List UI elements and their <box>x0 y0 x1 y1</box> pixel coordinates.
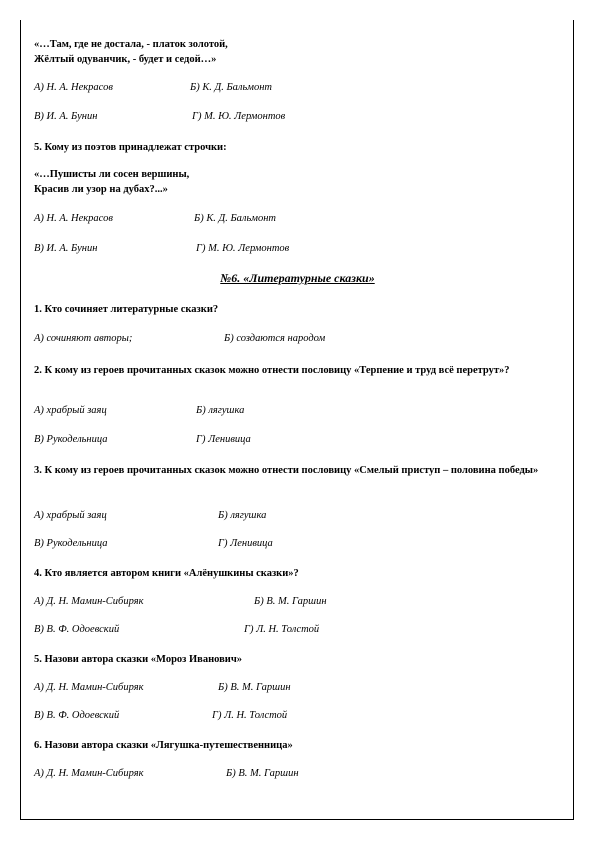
answer-option[interactable]: А) Д. Н. Мамин-Сибиряк <box>34 768 144 779</box>
question-text: 5. Назови автора сказки «Мороз Иванович» <box>34 654 243 665</box>
answer-option[interactable]: Б) К. Д. Бальмонт <box>194 213 277 224</box>
answer-option[interactable]: Б) В. М. Гаршин <box>218 682 291 693</box>
answer-option[interactable]: Г) Л. Н. Толстой <box>212 710 288 721</box>
answer-option[interactable]: А) храбрый заяц <box>34 405 107 416</box>
question-text: 5. Кому из поэтов принадлежат строчки: <box>34 142 227 153</box>
question-text: 4. Кто является автором книги «Алёнушкины сказки»? <box>34 568 299 579</box>
answer-option[interactable]: Б) лягушка <box>196 405 245 416</box>
answer-option[interactable]: Б) лягушка <box>218 510 267 521</box>
answer-option[interactable]: В) В. Ф. Одоевский <box>34 710 120 721</box>
quote-line: Жёлтый одуванчик, - будет и седой…» <box>34 54 217 65</box>
page-border <box>20 20 574 820</box>
answer-option[interactable]: А) Д. Н. Мамин-Сибиряк <box>34 682 144 693</box>
answer-option[interactable]: В) Рукодельница <box>34 434 108 445</box>
answer-option[interactable]: Б) В. М. Гаршин <box>226 768 299 779</box>
answer-option[interactable]: В) И. А. Бунин <box>34 111 98 122</box>
answer-option[interactable]: В) И. А. Бунин <box>34 243 98 254</box>
answer-option[interactable]: Б) К. Д. Бальмонт <box>190 82 273 93</box>
section-title: №6. «Литературные сказки» <box>220 271 375 285</box>
question-text: 6. Назови автора сказки «Лягушка-путешественница» <box>34 740 293 751</box>
question-text: 1. Кто сочиняет литературные сказки? <box>34 304 219 315</box>
answer-option[interactable]: А) храбрый заяц <box>34 510 107 521</box>
answer-option[interactable]: В) Рукодельница <box>34 538 108 549</box>
answer-option[interactable]: Б) создаются народом <box>224 333 326 344</box>
answer-option[interactable]: Б) В. М. Гаршин <box>254 596 327 607</box>
quote-line: Красив ли узор на дубах?...» <box>34 184 168 195</box>
answer-option[interactable]: Г) М. Ю. Лермонтов <box>196 243 290 254</box>
answer-option[interactable]: А) Д. Н. Мамин-Сибиряк <box>34 596 144 607</box>
answer-option[interactable]: В) В. Ф. Одоевский <box>34 624 120 635</box>
quote-line: «…Пушисты ли сосен вершины, <box>34 169 190 180</box>
answer-option[interactable]: А) сочиняют авторы; <box>34 333 133 344</box>
answer-option[interactable]: Г) М. Ю. Лермонтов <box>192 111 286 122</box>
question-text: 2. К кому из героев прочитанных сказок можно отнести пословицу «Терпение и труд всё перетрут»? <box>34 365 510 376</box>
answer-option[interactable]: А) Н. А. Некрасов <box>34 213 113 224</box>
question-text: 3. К кому из героев прочитанных сказок можно отнести пословицу «Смелый приступ – половина победы» <box>34 465 539 476</box>
answer-option[interactable]: Г) Ленивица <box>218 538 273 549</box>
answer-option[interactable]: А) Н. А. Некрасов <box>34 82 113 93</box>
answer-option[interactable]: Г) Л. Н. Толстой <box>244 624 320 635</box>
quote-line: «…Там, где не достала, - платок золотой, <box>34 39 228 50</box>
answer-option[interactable]: Г) Ленивица <box>196 434 251 445</box>
